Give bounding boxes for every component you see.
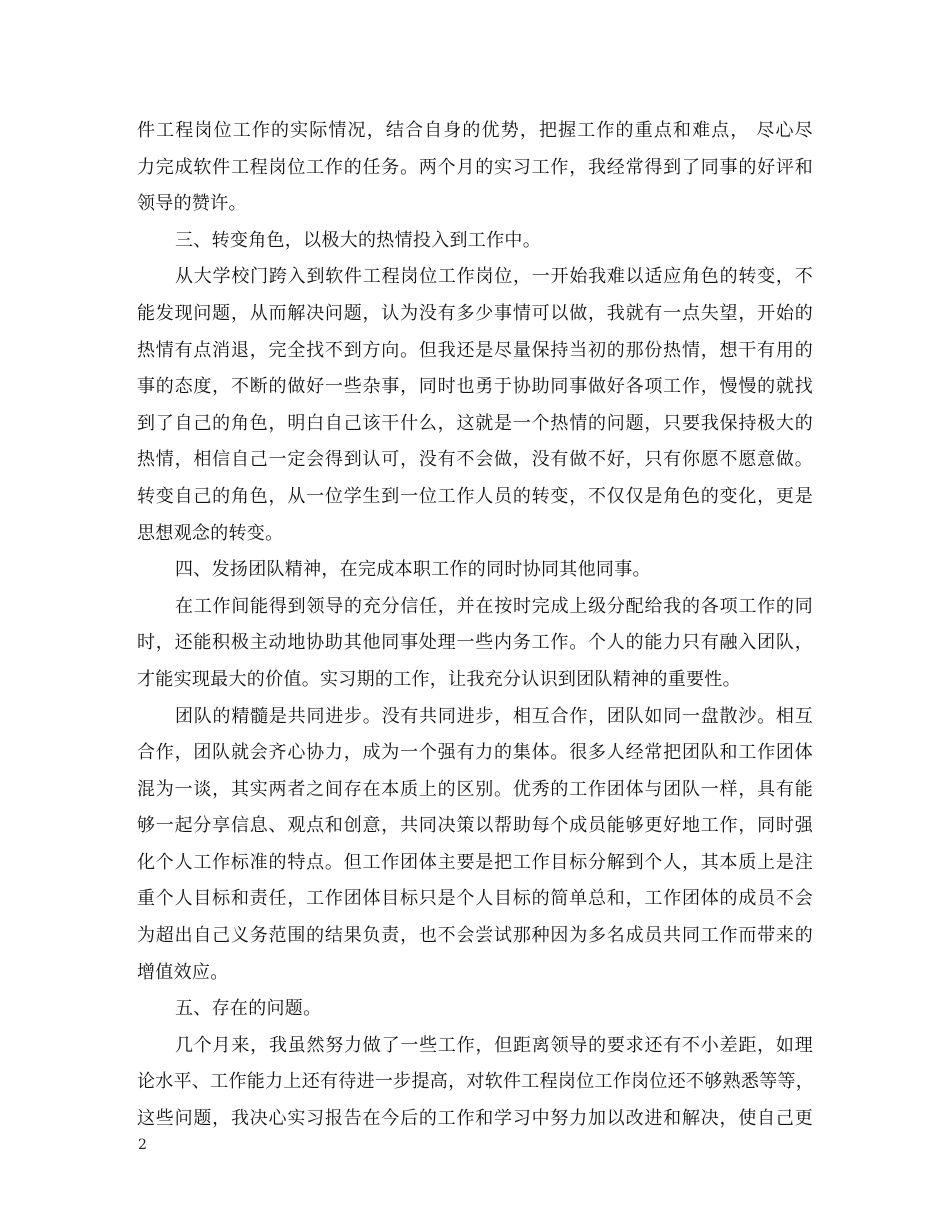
text-line: 论水平、工作能力上还有待进一步提高，对软件工程岗位工作岗位还不够熟悉等等， xyxy=(137,1071,815,1093)
text-line: 化个人工作标准的特点。但工作团体主要是把工作目标分解到个人，其本质上是注 xyxy=(137,851,813,873)
text-line: 够一起分享信息、观点和创意，共同决策以帮助每个成员能够更好地工作，同时强 xyxy=(137,815,813,837)
text-line: 这些问题，我决心实习报告在今后的工作和学习中努力加以改进和解决，使自己更 xyxy=(137,1108,813,1130)
text-line: 在工作间能得到领导的充分信任，并在按时完成上级分配给我的各项工作的同 xyxy=(175,595,813,617)
text-line: 时，还能积极主动地协助其他同事处理一些内务工作。个人的能力只有融入团队， xyxy=(137,632,813,654)
text-line: 混为一谈，其实两者之间存在本质上的区别。优秀的工作团体与团队一样，具有能 xyxy=(137,778,813,800)
text-line: 热情有点消退，完全找不到方向。但我还是尽量保持当初的那份热情，想干有用的 xyxy=(137,339,813,361)
text-line: 转变自己的角色，从一位学生到一位工作人员的转变，不仅仅是角色的变化，更是 xyxy=(137,485,813,507)
text-line: 事的态度，不断的做好一些杂事，同时也勇于协助同事做好各项工作，慢慢的就找 xyxy=(137,376,813,398)
text-line: 重个人目标和责任，工作团体目标只是个人目标的简单总和，工作团体的成员不会 xyxy=(137,888,813,910)
text-line: 能发现问题，从而解决问题，认为没有多少事情可以做，我就有一点失望，开始的 xyxy=(137,302,813,324)
text-line: 热情，相信自己一定会得到认可，没有不会做，没有做不好，只有你愿不愿意做。 xyxy=(137,449,813,471)
text-line: 团队的精髓是共同进步。没有共同进步，相互合作，团队如同一盘散沙。相互 xyxy=(175,705,813,727)
page-number: 2 xyxy=(138,1137,147,1153)
text-line: 到了自己的角色，明白自己该干什么，这就是一个热情的问题，只要我保持极大的 xyxy=(137,412,813,434)
paragraph xyxy=(137,113,813,223)
text-line: 增值效应。 xyxy=(137,961,229,983)
text-line: 件工程岗位工作的实际情况，结合自身的优势，把握工作的重点和难点， 尽心尽 xyxy=(137,120,813,141)
text-line: 五、存在的问题。 xyxy=(175,998,322,1020)
text-line: 领导的赞许。 xyxy=(137,193,247,215)
text-line: 合作，团队就会齐心协力，成为一个强有力的集体。很多人经常把团队和工作团体 xyxy=(137,742,813,764)
paragraph xyxy=(137,991,813,1028)
body-text xyxy=(137,113,813,1138)
paragraph xyxy=(137,589,813,699)
paragraph xyxy=(137,1028,813,1138)
text-line: 从大学校门跨入到软件工程岗位工作岗位，一开始我难以适应角色的转变，不 xyxy=(175,266,813,288)
paragraph xyxy=(137,259,813,552)
text-line: 四、发扬团队精神，在完成本职工作的同时协同其他同事。 xyxy=(175,559,651,581)
paragraph xyxy=(137,699,813,992)
text-line: 力完成软件工程岗位工作的任务。两个月的实习工作，我经常得到了同事的好评和 xyxy=(137,156,813,178)
text-line: 才能实现最大的价值。实习期的工作，让我充分认识到团队精神的重要性。 xyxy=(137,668,741,690)
text-line: 三、转变角色，以极大的热情投入到工作中。 xyxy=(175,229,541,251)
paragraph xyxy=(137,223,813,260)
paragraph xyxy=(137,552,813,589)
text-line: 为超出自己义务范围的结果负责，也不会尝试那种因为多名成员共同工作而带来的 xyxy=(137,925,813,947)
text-line: 思想观念的转变。 xyxy=(137,522,284,544)
text-line: 几个月来，我虽然努力做了一些工作，但距离领导的要求还有不小差距，如理 xyxy=(175,1034,813,1056)
